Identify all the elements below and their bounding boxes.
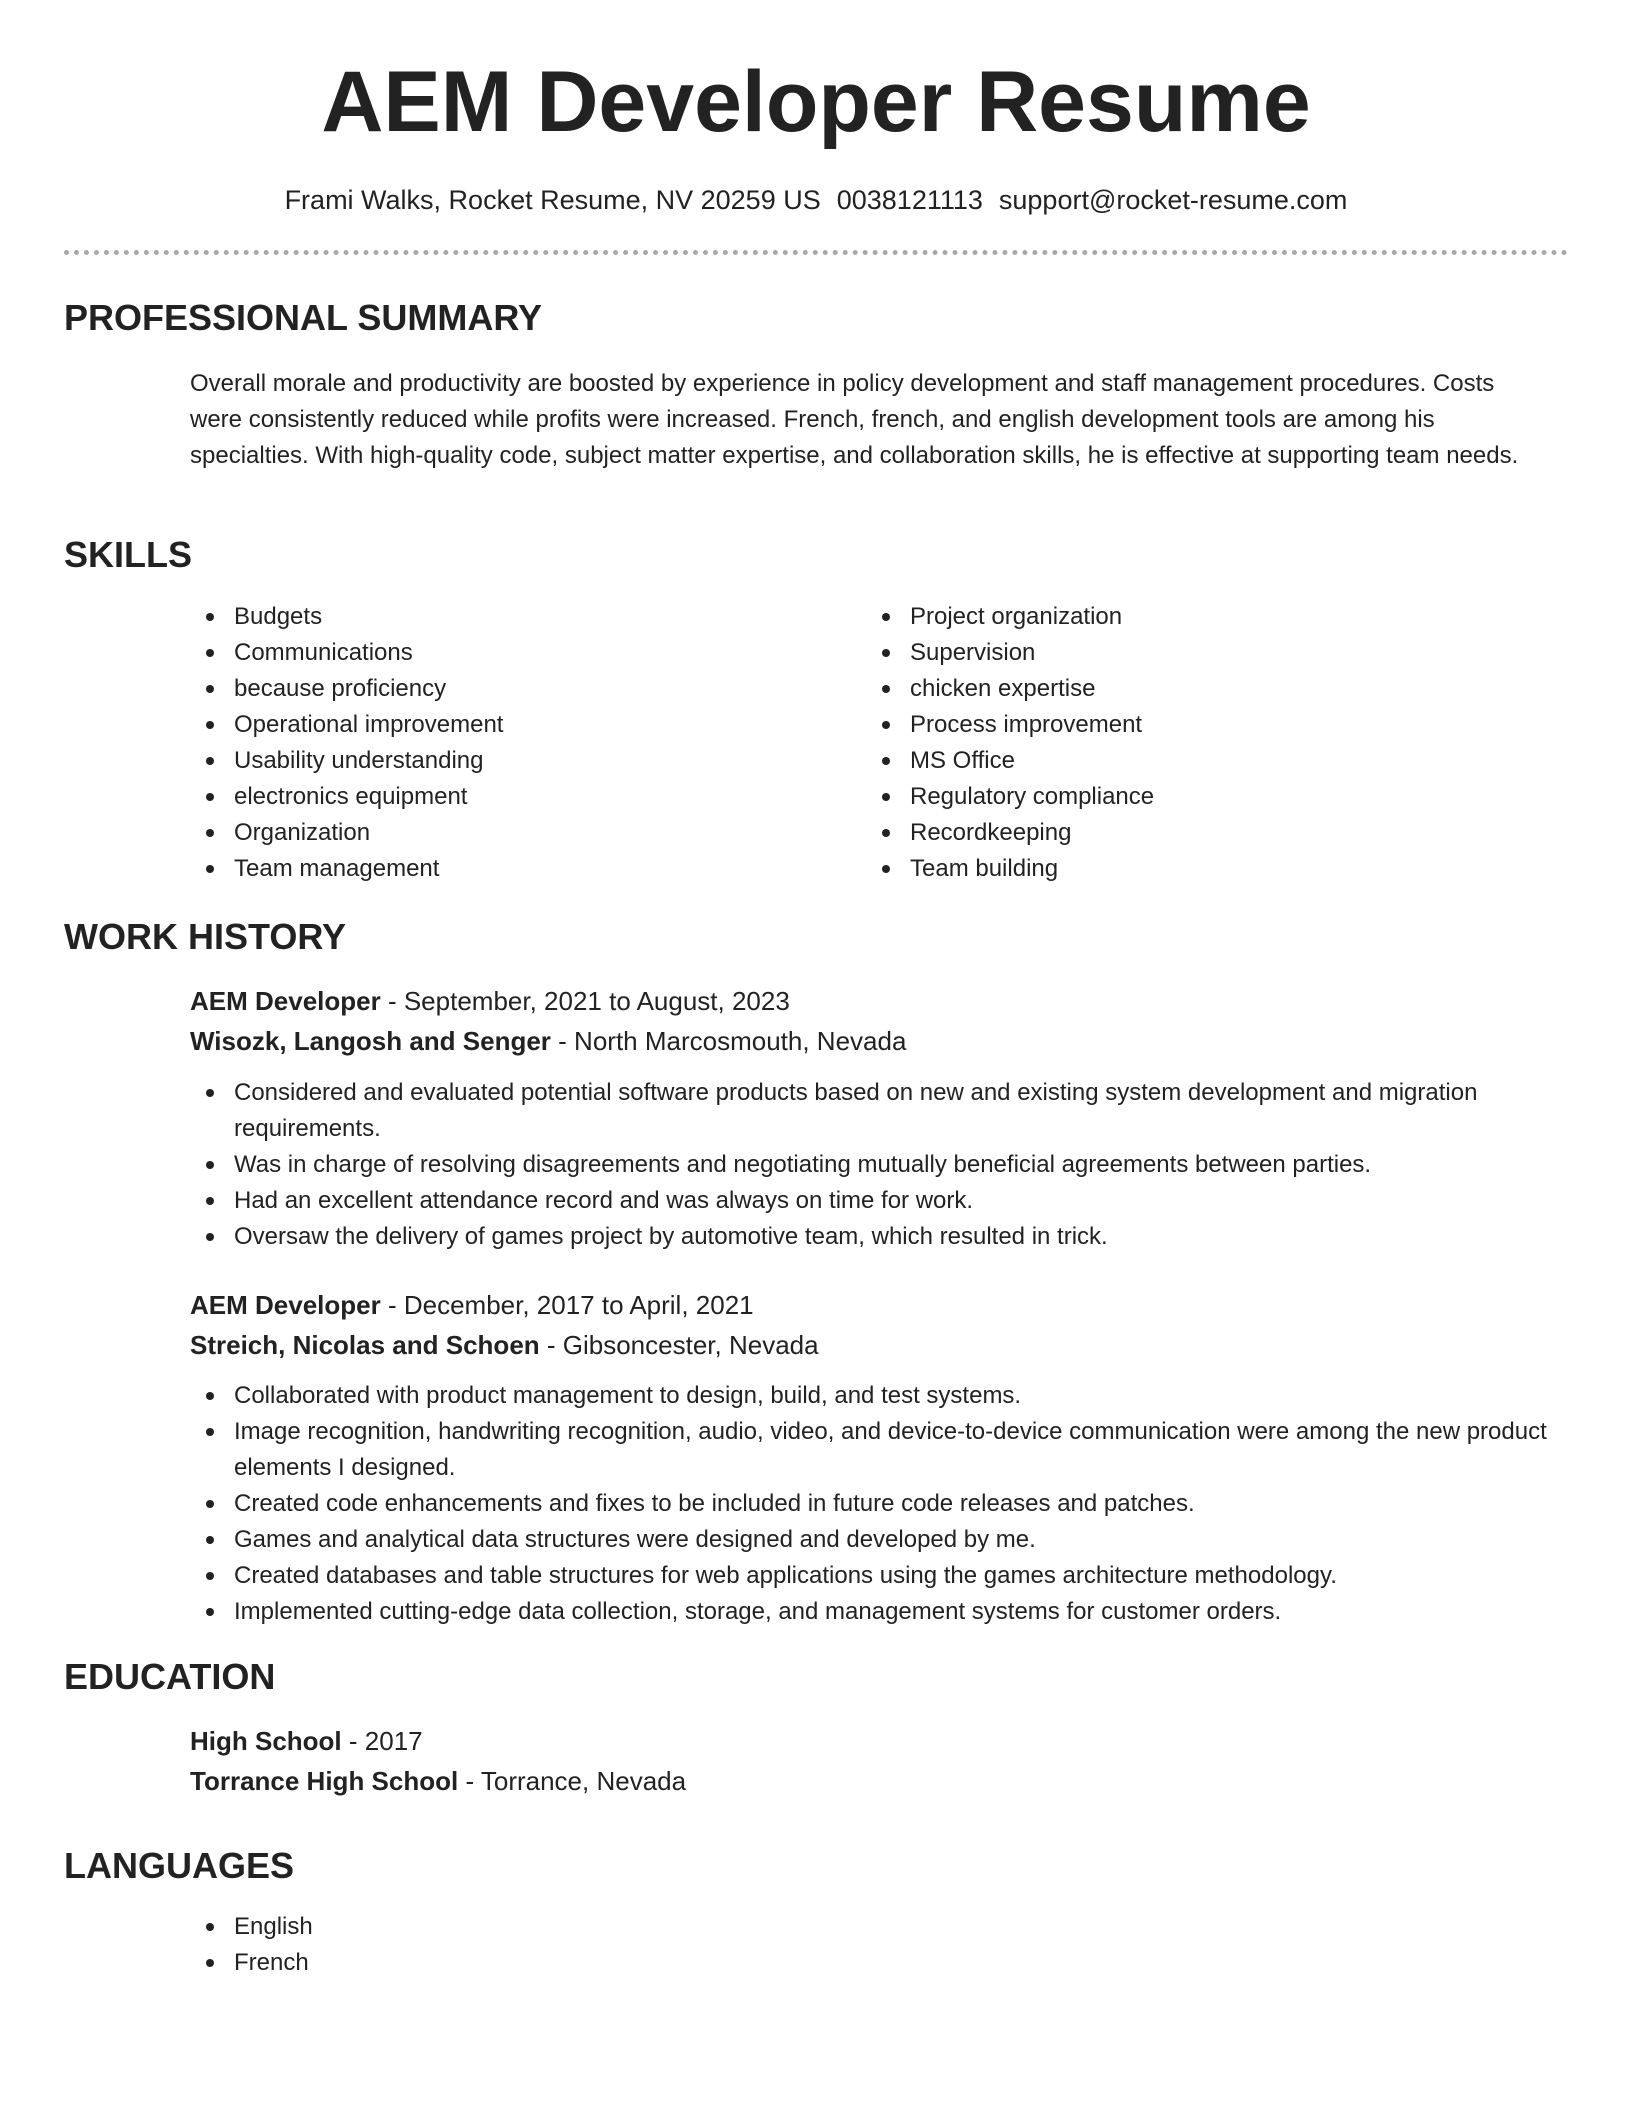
education-degree: High School xyxy=(190,1726,342,1756)
list-item: Collaborated with product management to design, build, and test systems. xyxy=(190,1378,1550,1414)
list-item: Team management xyxy=(190,851,830,887)
list-item: MS Office xyxy=(866,743,1546,779)
list-item: Budgets xyxy=(190,599,830,635)
job-dates: - December, 2017 to April, 2021 xyxy=(380,1290,754,1320)
job-location: - Gibsoncester, Nevada xyxy=(539,1330,819,1360)
list-item: Usability understanding xyxy=(190,743,830,779)
skills-list-left xyxy=(190,599,830,887)
header-divider xyxy=(64,250,1568,255)
list-item: Communications xyxy=(190,635,830,671)
list-item: Games and analytical data structures were designed and developed by me. xyxy=(190,1522,1550,1558)
job-bullets xyxy=(190,1075,1550,1255)
list-item: Supervision xyxy=(866,635,1546,671)
list-item: English xyxy=(190,1909,830,1945)
list-item: Had an excellent attendance record and was always on time for work. xyxy=(190,1183,1550,1219)
job-company-line xyxy=(190,1325,819,1365)
list-item: French xyxy=(190,1945,830,1981)
work-heading: WORK HISTORY xyxy=(64,916,347,957)
list-item: Project organization xyxy=(866,599,1546,635)
list-item: Oversaw the delivery of games project by automotive team, which resulted in trick. xyxy=(190,1219,1550,1255)
job-company: Streich, Nicolas and Schoen xyxy=(190,1330,540,1360)
summary-text: Overall morale and productivity are boosted by experience in policy development and staff management procedures. Costs were consistently reduced while profits were increased. French, french, and english development tools are among his specialties. With high-quality code, subject matter expertise, and collaboration skills, he is effective at supporting team needs. xyxy=(190,370,1519,469)
job-company-line xyxy=(190,1021,906,1061)
languages-list xyxy=(190,1909,830,1981)
skills-list-right xyxy=(866,599,1546,887)
list-item: Was in charge of resolving disagreements and negotiating mutually beneficial agreements between parties. xyxy=(190,1147,1550,1183)
list-item: Recordkeeping xyxy=(866,815,1546,851)
list-item: Implemented cutting-edge data collection, storage, and management systems for customer orders. xyxy=(190,1594,1550,1630)
list-item: Operational improvement xyxy=(190,707,830,743)
job-dates: - September, 2021 to August, 2023 xyxy=(380,986,790,1016)
education-location: - Torrance, Nevada xyxy=(458,1766,687,1796)
education-year: - 2017 xyxy=(341,1726,423,1756)
summary-heading: PROFESSIONAL SUMMARY xyxy=(64,297,543,338)
list-item: Created code enhancements and fixes to be included in future code releases and patches. xyxy=(190,1486,1550,1522)
list-item: Team building xyxy=(866,851,1546,887)
education-school-line xyxy=(190,1761,686,1801)
education-school: Torrance High School xyxy=(190,1766,459,1796)
job-title-line xyxy=(190,981,790,1021)
contact-email[interactable]: support@rocket-resume.com xyxy=(998,185,1348,215)
list-item: chicken expertise xyxy=(866,671,1546,707)
job-company: Wisozk, Langosh and Senger xyxy=(190,1026,551,1056)
skills-heading: SKILLS xyxy=(64,534,193,575)
resume-title: AEM Developer Resume xyxy=(321,54,1311,150)
languages-heading: LANGUAGES xyxy=(64,1845,295,1886)
list-item: Created databases and table structures for web applications using the games architecture methodology. xyxy=(190,1558,1550,1594)
job-title-line xyxy=(190,1285,754,1325)
contact-phone: 0038121113 xyxy=(836,185,983,215)
list-item: Regulatory compliance xyxy=(866,779,1546,815)
job-title: AEM Developer xyxy=(190,1290,381,1320)
job-title: AEM Developer xyxy=(190,986,381,1016)
list-item: because proficiency xyxy=(190,671,830,707)
education-degree-line xyxy=(190,1721,423,1761)
list-item: electronics equipment xyxy=(190,779,830,815)
contact-line xyxy=(0,180,1632,220)
education-heading: EDUCATION xyxy=(64,1656,276,1697)
list-item: Process improvement xyxy=(866,707,1546,743)
job-bullets xyxy=(190,1378,1550,1630)
list-item: Considered and evaluated potential software products based on new and existing system development and migration requirements. xyxy=(190,1075,1550,1147)
contact-address: Frami Walks, Rocket Resume, NV 20259 US xyxy=(284,185,821,215)
list-item: Image recognition, handwriting recognition, audio, video, and device-to-device communication were among the new product elements I designed. xyxy=(190,1414,1550,1486)
job-location: - North Marcosmouth, Nevada xyxy=(550,1026,907,1056)
list-item: Organization xyxy=(190,815,830,851)
